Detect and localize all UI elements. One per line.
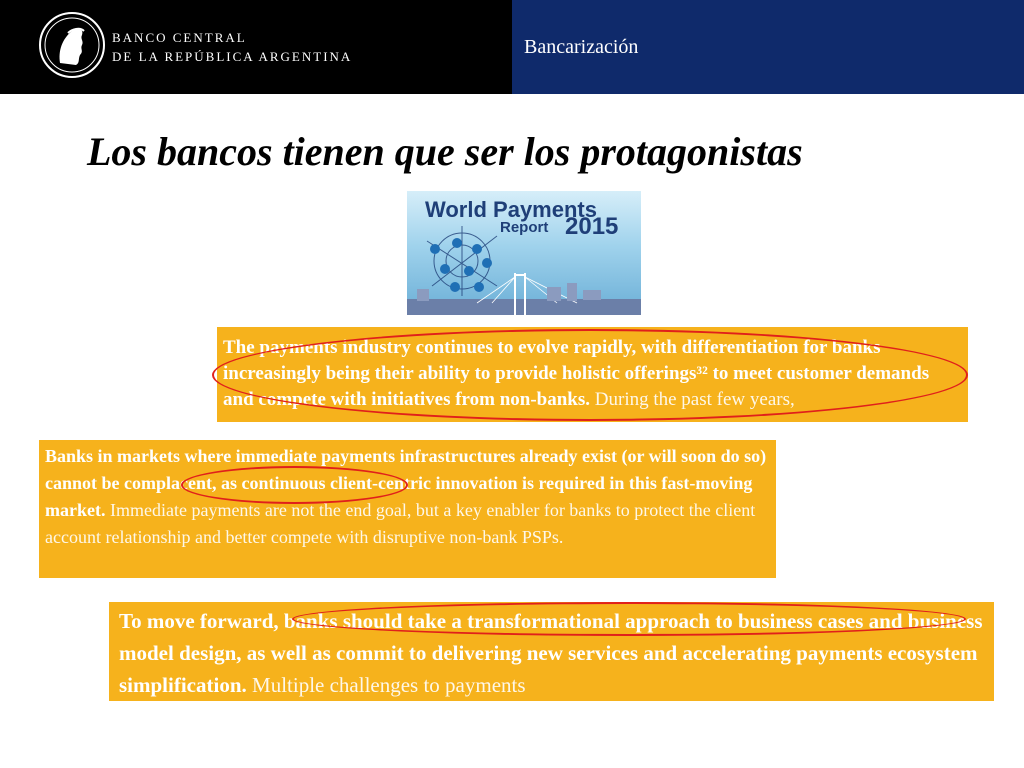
header-left-panel xyxy=(0,0,512,94)
report-year: 2015 xyxy=(565,213,619,240)
report-cover-image xyxy=(407,191,641,315)
bank-name xyxy=(112,28,352,66)
bank-emblem-icon xyxy=(38,11,106,79)
quote-3-continuation: Multiple challenges to payments xyxy=(246,673,526,697)
bank-name-line1: BANCO CENTRAL xyxy=(112,30,247,45)
report-subtitle: Report xyxy=(500,219,549,236)
quote-1-emphasis: The payments industry continues to evolve rapidly, with differentiation for banks increasingly being their ability to provide holistic offerings³² to meet customer demands and compete with initiatives from non-banks. xyxy=(223,337,930,410)
bank-name-line2: DE LA REPÚBLICA ARGENTINA xyxy=(112,49,353,64)
section-title: Bancarización xyxy=(524,36,639,58)
quote-1-continuation: During the past few years, xyxy=(590,389,795,410)
highlight-circle-2 xyxy=(181,466,408,504)
highlight-circle-3 xyxy=(292,602,966,636)
quote-2-emphasis: Banks in markets where immediate payments infrastructures already exist (or will soon do so) cannot be complacent, as continuous client-centric innovation is required in this fast-moving market. xyxy=(45,446,767,520)
quote-2-continuation: Immediate payments are not the end goal, but a key enabler for banks to protect the client account relationship and better compete with disruptive non-bank PSPs. xyxy=(45,500,756,547)
highlight-circle-1 xyxy=(212,329,968,421)
slide-title: Los bancos tienen que ser los protagonistas xyxy=(87,129,803,174)
quote-3-emphasis: To move forward, banks should take a transformational approach to business cases and business model design, as well as commit to delivering new services and accelerating payments ecosystem simplification. xyxy=(119,609,983,697)
report-title: World Payments xyxy=(425,197,597,222)
quote-excerpt-2 xyxy=(39,440,776,578)
